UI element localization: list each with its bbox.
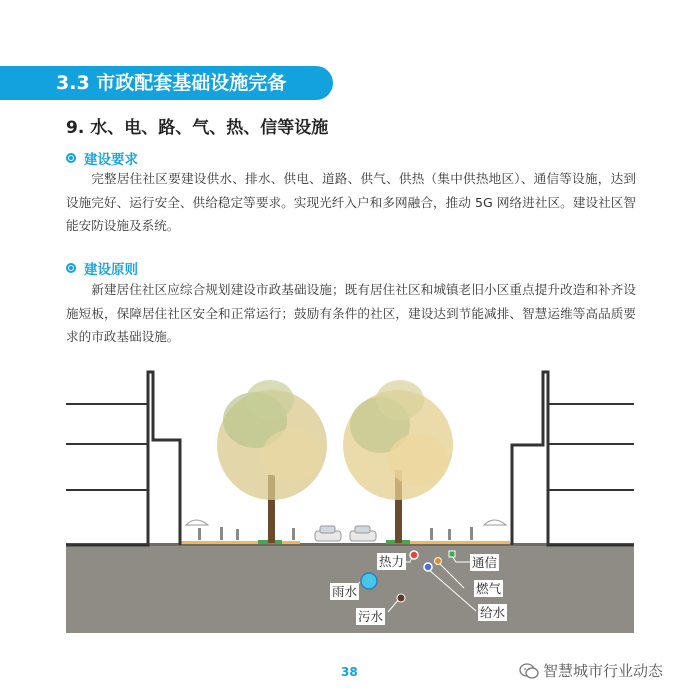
subsection-label: 建设原则	[84, 262, 138, 278]
heat-pipe	[410, 551, 418, 559]
tree-canopy	[262, 429, 322, 481]
building-left-outline	[66, 372, 180, 545]
banner-title: 3.3 市政配套基础设施完备	[56, 72, 287, 94]
page-number: 38	[341, 665, 358, 679]
rain-pipe	[361, 573, 377, 589]
label-sewage: 污水	[358, 609, 384, 624]
pedestrian	[292, 528, 295, 540]
label-water: 给水	[480, 605, 506, 620]
tree-canopy	[246, 380, 294, 420]
telecom-conduit	[449, 551, 455, 557]
pedestrian	[198, 528, 201, 540]
gas-pipe	[424, 563, 432, 571]
subsection-label: 建设要求	[84, 152, 138, 168]
pedestrian	[236, 529, 239, 540]
building-right-outline	[512, 372, 634, 545]
umbrella-right	[484, 520, 506, 525]
sidewalk-right	[400, 541, 510, 544]
label-telecom: 通信	[472, 555, 498, 570]
pedestrian	[448, 529, 451, 540]
pedestrian	[470, 527, 473, 540]
label-gas: 燃气	[476, 581, 502, 596]
watermark-text: 智慧城市行业动态	[543, 662, 664, 680]
tree-right	[343, 380, 453, 543]
pedestrian	[220, 527, 223, 540]
requirements-paragraph: 完整居住社区要建设供水、排水、供电、道路、供气、供热（集中供热地区）、通信等设施，达到设施完好、运行安全、供给稳定等要求。实现光纤入户和多网融合，推动 5G 网络进社区。建设社区智能安防设施及系统。	[66, 171, 636, 233]
watermark	[519, 660, 663, 681]
water-pipe	[435, 558, 442, 565]
tree-left	[217, 380, 327, 543]
car-cabin	[320, 526, 335, 533]
tree-canopy	[376, 380, 424, 420]
car-right	[350, 526, 376, 541]
tree-canopy	[388, 434, 448, 486]
pedestrian	[430, 528, 433, 540]
car-cabin	[355, 526, 370, 533]
principles-paragraph: 新建居住社区应综合规划建设市政基础设施；既有居住社区和城镇老旧小区重点提升改造和补齐设施短板，保障居住社区安全和正常运行；鼓励有条件的社区，建设达到节能减排、智慧运维等高品质要求的市政基础设施。	[66, 282, 636, 344]
wechat-icon	[519, 663, 539, 679]
section-title: 9. 水、电、路、气、热、信等设施	[66, 118, 329, 138]
car-left	[315, 526, 341, 541]
label-rain: 雨水	[332, 584, 358, 599]
umbrella-left	[186, 520, 208, 525]
label-heat: 热力	[379, 554, 405, 569]
sewage-pipe	[397, 594, 405, 602]
